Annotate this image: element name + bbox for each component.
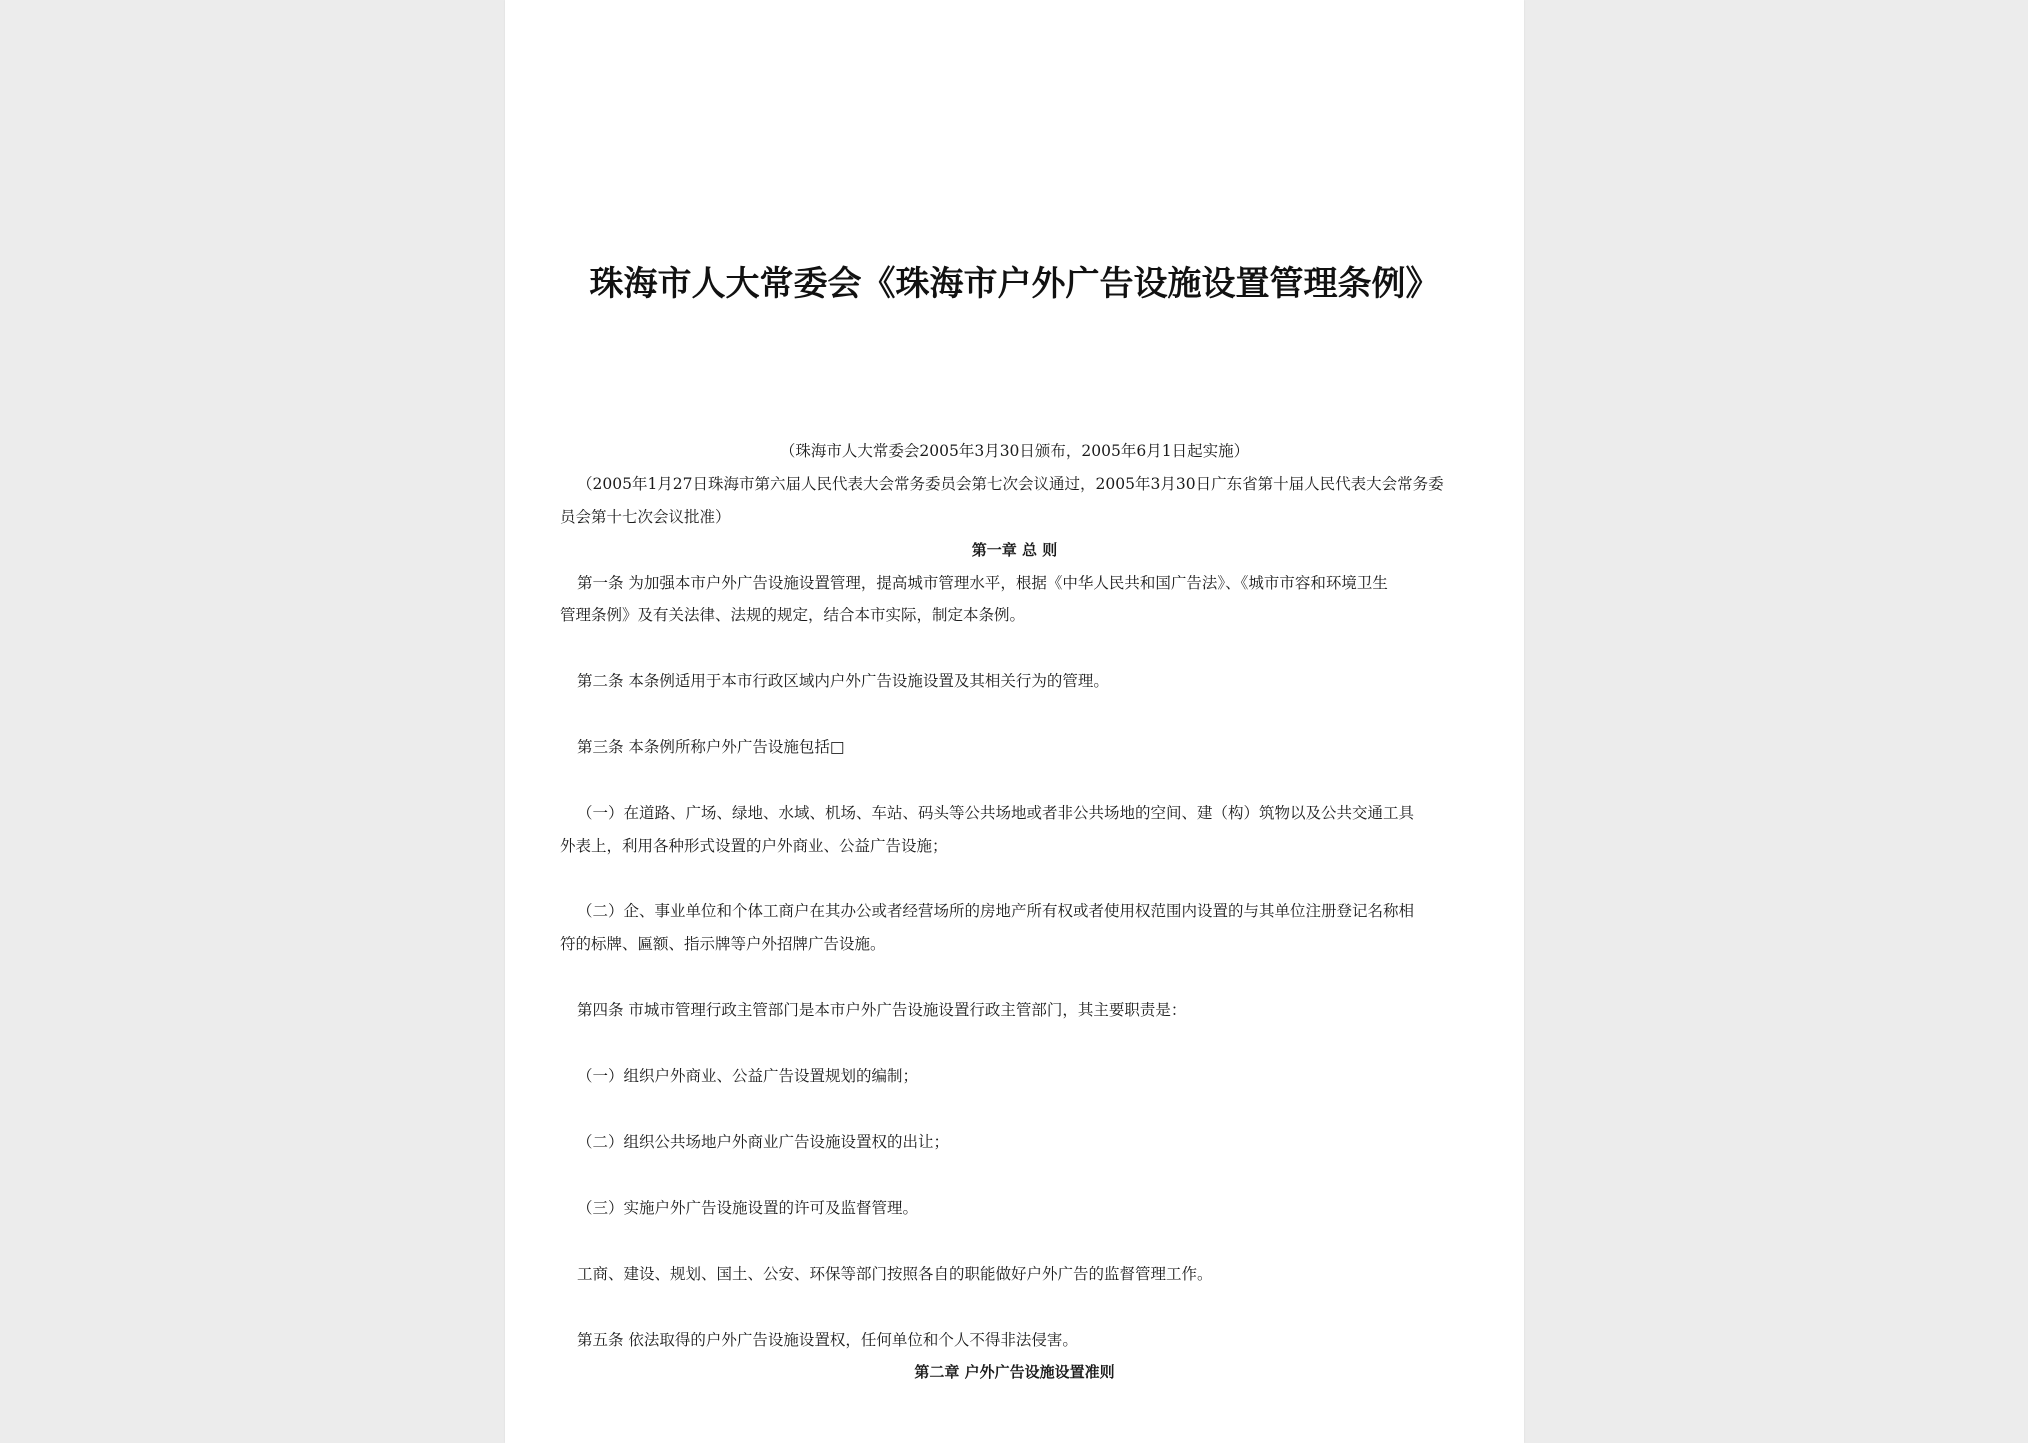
document-title: 珠海市人大常委会《珠海市户外广告设施设置管理条例》 [589, 264, 1440, 304]
article-3-item-1-line-2: 外表上，利用各种形式设置的户外商业、公益广告设施； [560, 837, 948, 855]
chapter-1-heading: 第一章 总 则 [971, 541, 1058, 559]
article-4: 第四条 市城市管理行政主管部门是本市户外广告设施设置行政主管部门，其主要职责是： [577, 1001, 1187, 1019]
article-3-item-2-line-1: （二）企、事业单位和个体工商户在其办公或者经营场所的房地产所有权或者使用权范围内设置的与其单位注册登记名称相 [577, 902, 1415, 920]
article-3-item-1-line-1: （一）在道路、广场、绿地、水域、机场、车站、码头等公共场地或者非公共场地的空间、建（构）筑物以及公共交通工具 [577, 804, 1415, 822]
article-1-line-1: 第一条 为加强本市户外广告设施设置管理，提高城市管理水平，根据《中华人民共和国广告法》、《城市市容和环境卫生 [577, 574, 1388, 592]
article-4-item-2: （二）组织公共场地户外商业广告设施设置权的出让； [577, 1133, 950, 1151]
approval-note-line-2: 员会第十七次会议批准） [560, 508, 731, 526]
chapter-2-heading: 第二章 户外广告设施设置准则 [914, 1363, 1115, 1381]
article-1-line-2: 管理条例》及有关法律、法规的规定，结合本市实际，制定本条例。 [560, 606, 1026, 624]
promulgation-note: （珠海市人大常委会2005年3月30日颁布，2005年6月1日起实施） [779, 442, 1250, 460]
article-4-item-3: （三）实施户外广告设施设置的许可及监督管理。 [577, 1199, 919, 1217]
document-page [505, 0, 1524, 1443]
article-4-item-1: （一）组织户外商业、公益广告设置规划的编制； [577, 1067, 919, 1085]
article-4-paragraph: 工商、建设、规划、国土、公安、环保等部门按照各自的职能做好户外广告的监督管理工作。 [577, 1265, 1213, 1283]
article-3-item-2-line-2: 符的标牌、匾额、指示牌等户外招牌广告设施。 [560, 935, 886, 953]
article-3: 第三条 本条例所称户外广告设施包括□ [577, 738, 845, 756]
approval-note-line-1: （2005年1月27日珠海市第六届人民代表大会常务委员会第七次会议通过，2005年3月30日广东省第十届人民代表大会常务委 [577, 475, 1444, 493]
article-5: 第五条 依法取得的户外广告设施设置权，任何单位和个人不得非法侵害。 [577, 1331, 1078, 1349]
article-2: 第二条 本条例适用于本市行政区域内户外广告设施设置及其相关行为的管理。 [577, 672, 1109, 690]
